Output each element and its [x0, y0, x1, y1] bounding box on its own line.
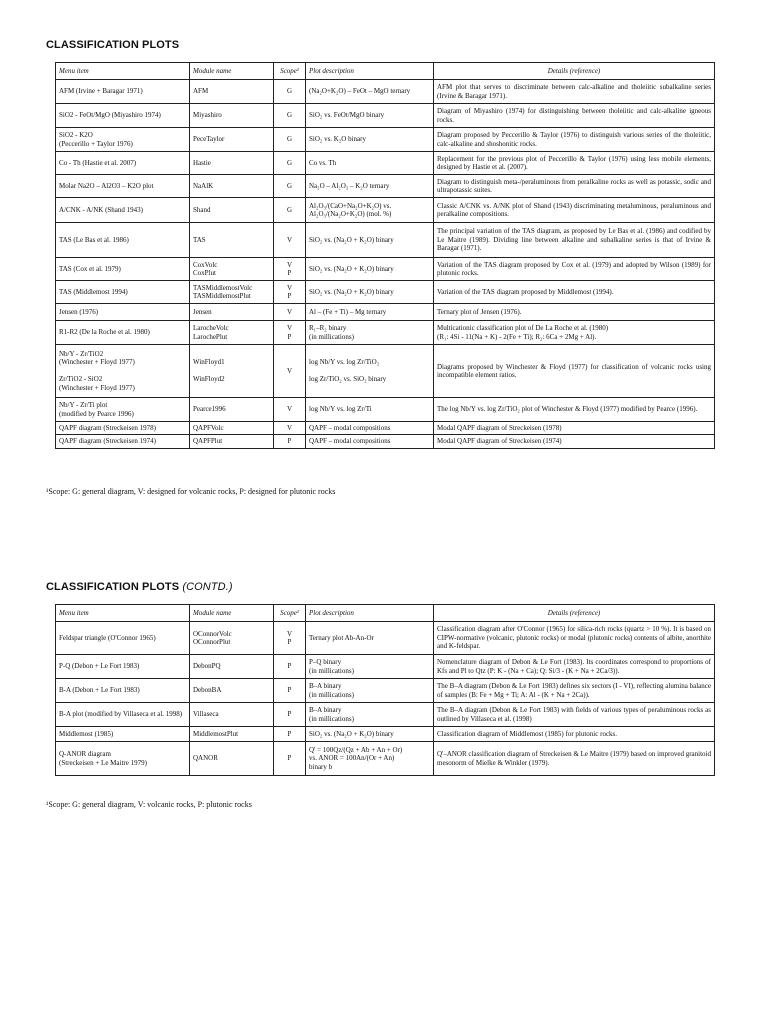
- cell-details: Classic A/CNK vs. A/NK plot of Shand (1943) discriminating metaluminous, peraluminous and peralkaline compositions.: [434, 198, 715, 223]
- header-module-name: Module name: [190, 63, 274, 80]
- table-row: [56, 655, 715, 679]
- cell-plot-description: SiO₂ vs. (Na₂O + K₂O) binary: [306, 223, 434, 258]
- cell-menu-item: QAPF diagram (Streckeisen 1978): [56, 422, 190, 435]
- cell-plot-description: Co vs. Th: [306, 152, 434, 175]
- cell-module-name: DebonPQ: [190, 655, 274, 679]
- cell-plot-description: SiO₂ vs. (Na₂O + K₂O) binary: [306, 727, 434, 742]
- cell-menu-item: Feldspar triangle (O'Connor 1965): [56, 622, 190, 655]
- cell-details: Diagram proposed by Peccerillo & Taylor (1976) to distinguish various series of the tholeiitic, calc-alkaline and shoshonitic rocks.: [434, 128, 715, 152]
- cell-module-name: Shand: [190, 198, 274, 223]
- cell-module-name: Hastie: [190, 152, 274, 175]
- cell-scope: G: [274, 175, 306, 198]
- cell-menu-item: AFM (Irvine + Baragar 1971): [56, 80, 190, 104]
- classification-table-1: [55, 62, 715, 449]
- table-header-row: [56, 605, 715, 622]
- cell-plot-description: QAPF – modal compositions: [306, 422, 434, 435]
- cell-plot-description: R₁–R₂ binary (in millications): [306, 321, 434, 345]
- cell-menu-item: Middlemost (1985): [56, 727, 190, 742]
- table-row: [56, 622, 715, 655]
- cell-details: Modal QAPF diagram of Streckeisen (1974): [434, 435, 715, 448]
- cell-plot-description: SiO₂ vs. (Na₂O + K₂O) binary: [306, 258, 434, 281]
- table-row: [56, 398, 715, 422]
- cell-details: Variation of the TAS diagram proposed by Middlemost (1994).: [434, 281, 715, 304]
- table-row: [56, 422, 715, 435]
- cell-plot-description: (Na₂O+K₂O) – FeOt – MgO ternary: [306, 80, 434, 104]
- table-row: [56, 281, 715, 304]
- table-row: [56, 198, 715, 223]
- cell-menu-item: TAS (Le Bas et al. 1986): [56, 223, 190, 258]
- cell-plot-description: Al₂O₃/(CaO+Na₂O+K₂O) vs. Al₂O₃/(Na₂O+K₂O) (mol. %): [306, 198, 434, 223]
- cell-scope: V: [274, 422, 306, 435]
- cell-module-name: TASMiddlemostVolc TASMiddlemostPlut: [190, 281, 274, 304]
- cell-menu-item: P-Q (Debon + Le Fort 1983): [56, 655, 190, 679]
- scope-footnote: ¹Scope: G: general diagram, V: volcanic rocks, P: plutonic rocks: [46, 800, 252, 809]
- table-row: [56, 742, 715, 776]
- table-row: [56, 435, 715, 448]
- cell-scope: G: [274, 152, 306, 175]
- cell-details: Nomenclature diagram of Debon & Le Fort (1983). Its coordinates correspond to proportions of Kfs and Pl to Qtz (P: K - (Na + Ca); Q: Si/3 - (K + Na + 2Ca/3)).: [434, 655, 715, 679]
- cell-details: Multicationic classification plot of De La Roche et al. (1980) (R₁: 4Si - 11(Na + K) - 2(Fe + Ti); R₂: 6Ca + 2Mg + Al).: [434, 321, 715, 345]
- header-menu-item: Menu item: [56, 605, 190, 622]
- header-menu-item: Menu item: [56, 63, 190, 80]
- cell-module-name: QAPFVolc: [190, 422, 274, 435]
- cell-details: Classification diagram after O'Connor (1965) for silica-rich rocks (quartz > 10 %). It is based on CIPW-normative (volcanic, plutonic rocks) or modal (plutonic rocks) contents of albite, anorthite and K-feldspar.: [434, 622, 715, 655]
- cell-module-name: MiddlemostPlut: [190, 727, 274, 742]
- cell-scope: P: [274, 679, 306, 703]
- cell-details: The principal variation of the TAS diagram, as proposed by Le Bas et al. (1986) and codified by Le Maitre (1989). Dividing line between alkaline and subalkaline series is that of Irvine & Baragar (1971).: [434, 223, 715, 258]
- cell-plot-description: B–A binary (in millications): [306, 703, 434, 727]
- cell-scope: G: [274, 198, 306, 223]
- cell-details: The B–A diagram (Debon & Le Fort 1983) with fields of various types of peraluminous rocks as outlined by Villaseca et al. (1998): [434, 703, 715, 727]
- cell-menu-item: B-A plot (modified by Villaseca et al. 1998): [56, 703, 190, 727]
- table-row: [56, 175, 715, 198]
- table-row: [56, 223, 715, 258]
- cell-details: Diagram of Miyashiro (1974) for distinguishing between tholeiitic and calc-alkaline igneous rocks.: [434, 104, 715, 128]
- cell-menu-item: Q-ANOR diagram (Streckeisen + Le Maitre 1979): [56, 742, 190, 776]
- header-plot-description: Plot description: [306, 605, 434, 622]
- cell-plot-description: Ternary plot Ab-An-Or: [306, 622, 434, 655]
- section2-title: CLASSIFICATION PLOTS (CONTD.): [46, 581, 233, 593]
- cell-module-name: PeceTaylor: [190, 128, 274, 152]
- table-row: [56, 128, 715, 152]
- cell-details: Ternary plot of Jensen (1976).: [434, 304, 715, 321]
- cell-module-name: CoxVolc CoxPlut: [190, 258, 274, 281]
- table-row: [56, 80, 715, 104]
- cell-module-name: OConnorVolc OConnorPlut: [190, 622, 274, 655]
- table-row: [56, 679, 715, 703]
- cell-plot-description: SiO₂ vs. K₂O binary: [306, 128, 434, 152]
- cell-details: Modal QAPF diagram of Streckeisen (1978): [434, 422, 715, 435]
- cell-scope: V: [274, 304, 306, 321]
- cell-module-name: Pearce1996: [190, 398, 274, 422]
- section1-title: CLASSIFICATION PLOTS: [46, 39, 180, 51]
- cell-scope: G: [274, 104, 306, 128]
- header-scope: Scope¹: [274, 63, 306, 80]
- table-body: [56, 622, 715, 776]
- cell-menu-item: QAPF diagram (Streckeisen 1974): [56, 435, 190, 448]
- table-row: [56, 152, 715, 175]
- cell-menu-item: B-A (Debon + Le Fort 1983): [56, 679, 190, 703]
- table-row: [56, 727, 715, 742]
- cell-menu-item: Molar Na2O – Al2O3 – K2O plot: [56, 175, 190, 198]
- cell-details: AFM plot that serves to discriminate between calc-alkaline and tholeiitic subalkaline series (Irvine & Baragar 1971).: [434, 80, 715, 104]
- cell-plot-description: SiO₂ vs. FeOt/MgO binary: [306, 104, 434, 128]
- cell-plot-description: Al – (Fe + Ti) – Mg ternary: [306, 304, 434, 321]
- cell-details: Classification diagram of Middlemost (1985) for plutonic rocks.: [434, 727, 715, 742]
- cell-details: Diagram to distinguish meta-/peraluminous from peralkaline rocks as well as potassic, sodic and ultrapotassic suites.: [434, 175, 715, 198]
- cell-module-name: Jensen: [190, 304, 274, 321]
- cell-plot-description: B–A binary (in millications): [306, 679, 434, 703]
- cell-menu-item: TAS (Cox et al. 1979): [56, 258, 190, 281]
- cell-scope: V P: [274, 622, 306, 655]
- cell-details: Q'–ANOR classification diagram of Streckeisen & Le Maitre (1979) based on improved granitoid mesonorm of Mielke & Winkler (1979).: [434, 742, 715, 776]
- header-module-name: Module name: [190, 605, 274, 622]
- cell-menu-item: TAS (Middlemost 1994): [56, 281, 190, 304]
- cell-scope: V P: [274, 258, 306, 281]
- cell-scope: V: [274, 398, 306, 422]
- cell-scope: V: [274, 345, 306, 398]
- cell-scope: P: [274, 703, 306, 727]
- cell-plot-description: log Nb/Y vs. log Zr/TiO₂ log Zr/TiO₂ vs. SiO₂ binary: [306, 345, 434, 398]
- cell-scope: P: [274, 655, 306, 679]
- cell-menu-item: R1-R2 (De la Roche et al. 1980): [56, 321, 190, 345]
- table-row: [56, 258, 715, 281]
- header-details: Details (reference): [434, 63, 715, 80]
- cell-scope: V: [274, 223, 306, 258]
- cell-details: The B–A diagram (Debon & Le Fort 1983) defines six sectors (I - VI), reflecting alumina balance of samples (B: Fe + Mg + Ti; A: Al - (K + Na + 2Ca)).: [434, 679, 715, 703]
- scope-footnote: ¹Scope: G: general diagram, V: designed for volcanic rocks, P: designed for plutonic rocks: [46, 487, 336, 496]
- cell-module-name: AFM: [190, 80, 274, 104]
- cell-module-name: QANOR: [190, 742, 274, 776]
- cell-module-name: WinFloyd1 WinFloyd2: [190, 345, 274, 398]
- cell-menu-item: Nb/Y - Zr/Ti plot (modified by Pearce 1996): [56, 398, 190, 422]
- cell-plot-description: P–Q binary (in millications): [306, 655, 434, 679]
- cell-plot-description: log Nb/Y vs. log Zr/Ti: [306, 398, 434, 422]
- cell-plot-description: QAPF – modal compositions: [306, 435, 434, 448]
- cell-scope: P: [274, 742, 306, 776]
- cell-menu-item: Jensen (1976): [56, 304, 190, 321]
- cell-plot-description: SiO₂ vs. (Na₂O + K₂O) binary: [306, 281, 434, 304]
- cell-scope: P: [274, 727, 306, 742]
- cell-details: Replacement for the previous plot of Peccerillo & Taylor (1976) using less mobile elements, designed by Hastie et al. (2007).: [434, 152, 715, 175]
- table-row: [56, 104, 715, 128]
- cell-module-name: Miyashiro: [190, 104, 274, 128]
- header-details: Details (reference): [434, 605, 715, 622]
- cell-module-name: NaAlK: [190, 175, 274, 198]
- cell-plot-description: Na₂O – Al₂O₃ – K₂O ternary: [306, 175, 434, 198]
- cell-module-name: QAPFPlut: [190, 435, 274, 448]
- cell-module-name: TAS: [190, 223, 274, 258]
- cell-menu-item: SiO2 - K2O (Peccerillo + Taylor 1976): [56, 128, 190, 152]
- cell-details: The log Nb/Y vs. log Zr/TiO₂ plot of Winchester & Floyd (1977) modified by Pearce (1996).: [434, 398, 715, 422]
- cell-module-name: Villaseca: [190, 703, 274, 727]
- cell-details: Diagrams proposed by Winchester & Floyd (1977) for classification of volcanic rocks using incompatible element ratios.: [434, 345, 715, 398]
- cell-scope: V P: [274, 321, 306, 345]
- cell-details: Variation of the TAS diagram proposed by Cox et al. (1979) and adopted by Wilson (1989) for plutonic rocks.: [434, 258, 715, 281]
- table-header-row: [56, 63, 715, 80]
- table-row: [56, 304, 715, 321]
- cell-menu-item: SiO2 - FeOt/MgO (Miyashiro 1974): [56, 104, 190, 128]
- cell-scope: G: [274, 80, 306, 104]
- cell-scope: V P: [274, 281, 306, 304]
- cell-module-name: DebonBA: [190, 679, 274, 703]
- classification-table-2: [55, 604, 715, 776]
- cell-module-name: LarocheVolc LarochePlut: [190, 321, 274, 345]
- cell-plot-description: Q' = 100Qz/(Qz + Ab + An + Or) vs. ANOR = 100An/(Or + An) binary b: [306, 742, 434, 776]
- cell-menu-item: A/CNK - A/NK (Shand 1943): [56, 198, 190, 223]
- cell-menu-item: Co - Th (Hastie et al. 2007): [56, 152, 190, 175]
- cell-scope: G: [274, 128, 306, 152]
- header-scope: Scope¹: [274, 605, 306, 622]
- table-row: [56, 345, 715, 398]
- header-plot-description: Plot description: [306, 63, 434, 80]
- table-row: [56, 321, 715, 345]
- table-row: [56, 703, 715, 727]
- cell-scope: P: [274, 435, 306, 448]
- table-body: [56, 80, 715, 449]
- cell-menu-item: Nb/Y - Zr/TiO2 (Winchester + Floyd 1977) Zr/TiO2 - SiO2 (Winchester + Floyd 1977): [56, 345, 190, 398]
